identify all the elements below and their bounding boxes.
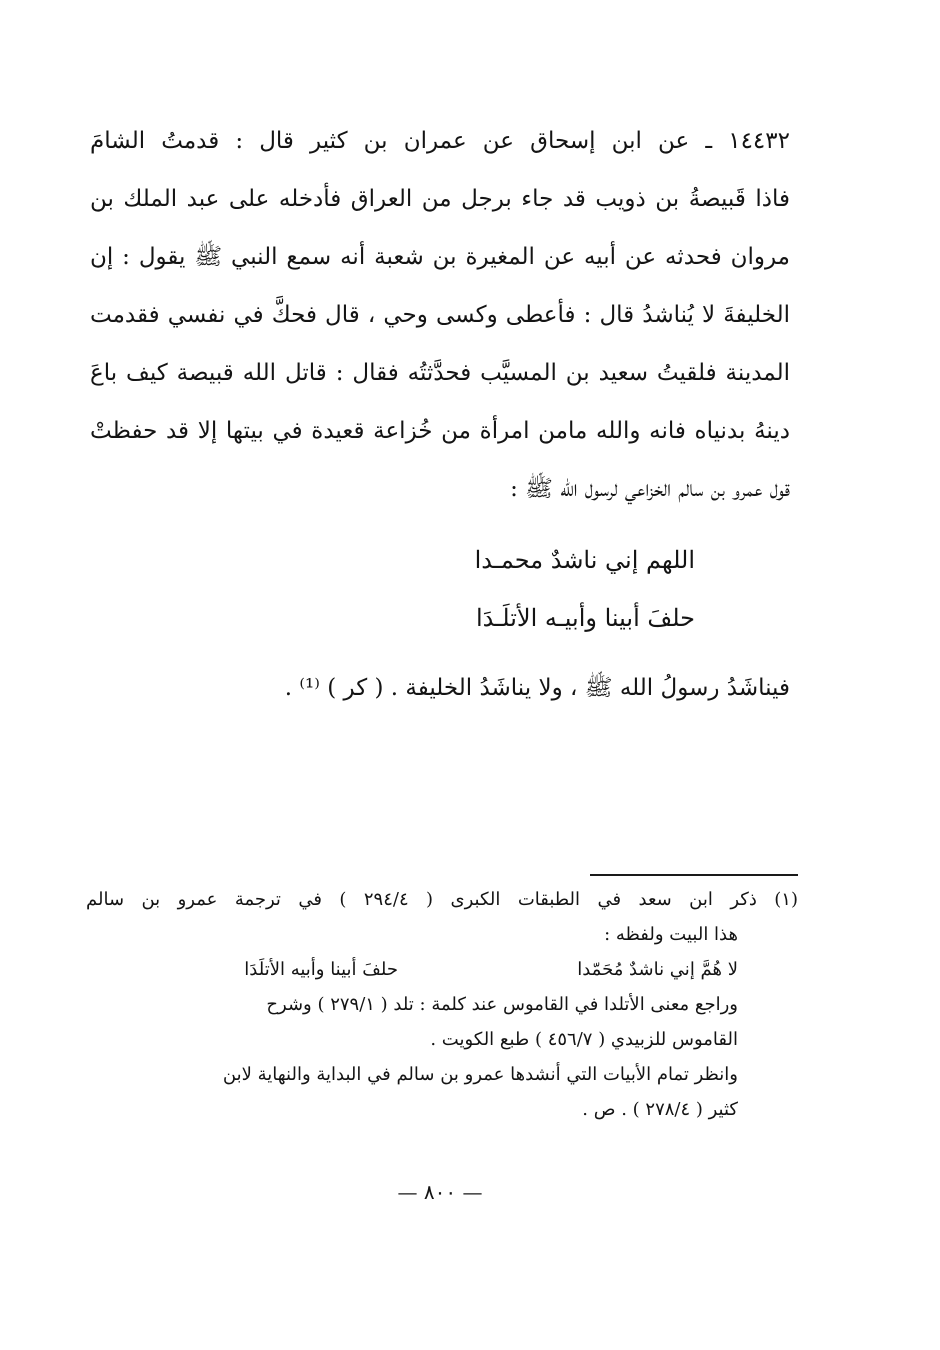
- footnote-poem: [86, 952, 798, 987]
- text-line: الخليفةَ لا يُناشدُ قال : فأعطى وكسى وحي ، قال فحكَّ في نفسي فقدمت: [90, 302, 790, 328]
- text-line: دينهُ بدنياه فانه والله مامن امرأة من خُزاعة قعيدة في بيتها إلا قد حفظتْ: [90, 418, 790, 444]
- footnote-poem-hemistich: حلفَ أبينا وأبيه الأتلَدَا: [244, 959, 398, 980]
- footnotes: [86, 882, 798, 1127]
- text-line: قول عمرو بن سالم الخزاعي لرسول الله ﷺ :: [510, 476, 790, 502]
- text-line: مروان فحدثه عن أبيه عن المغيرة بن شعبة أنه سمع النبي ﷺ يقول : إن: [90, 244, 790, 270]
- text-line: المدينة فلقيتُ سعيد بن المسيَّب فحدَّثتُه فقال : قاتل الله قبيصة كيف باعَ: [90, 360, 790, 386]
- closing-line: فيناشَدُ رسولُ الله ﷺ ، ولا يناشَدُ الخليفة . ( كر ) ⁽¹⁾ .: [284, 675, 790, 701]
- footnote-line: (١) ذكر ابن سعد في الطبقات الكبرى ( ٢٩٤/٤ ) في ترجمة عمرو بن سالم: [86, 889, 798, 910]
- footnote-line: وانظر تمام الأبيات التي أنشدها عمرو بن سالم في البداية والنهاية لابن: [222, 1064, 738, 1085]
- page-number: — ٨٠٠ —: [397, 1180, 483, 1204]
- footnote-line: وراجع معنى الأتلدا في القاموس عند كلمة : تلد ( ٢٧٩/١ ) وشرح: [266, 994, 738, 1015]
- footnote-line: هذا البيت ولفظه :: [604, 924, 738, 945]
- hadith-text: [90, 112, 790, 518]
- text-line: فاذا قَبيصةُ بن ذويب قد جاء برجل من العراق فأدخله على عبد الملك بن: [90, 186, 790, 212]
- footnote-separator: [590, 874, 798, 876]
- footnote-poem-hemistich: لا هُمَّ إني ناشدٌ مُحَمّدا: [577, 959, 738, 980]
- poem-verse-second-hemistich: حلفَ أبينا وأبيـه الأتلَـدَا: [475, 604, 695, 632]
- footnote-line: كثير ( ٢٧٨/٤ ) . ص .: [582, 1099, 738, 1120]
- text-line: ١٤٤٣٢ ـ عن ابن إسحاق عن عمران بن كثير قال : قدمتُ الشامَ: [90, 128, 790, 154]
- poem-verse-first-hemistich: اللهم إني ناشدٌ محمـدا: [474, 546, 695, 574]
- footnote-line: القاموس للزبيدي ( ٤٥٦/٧ ) طبع الكويت .: [430, 1029, 738, 1050]
